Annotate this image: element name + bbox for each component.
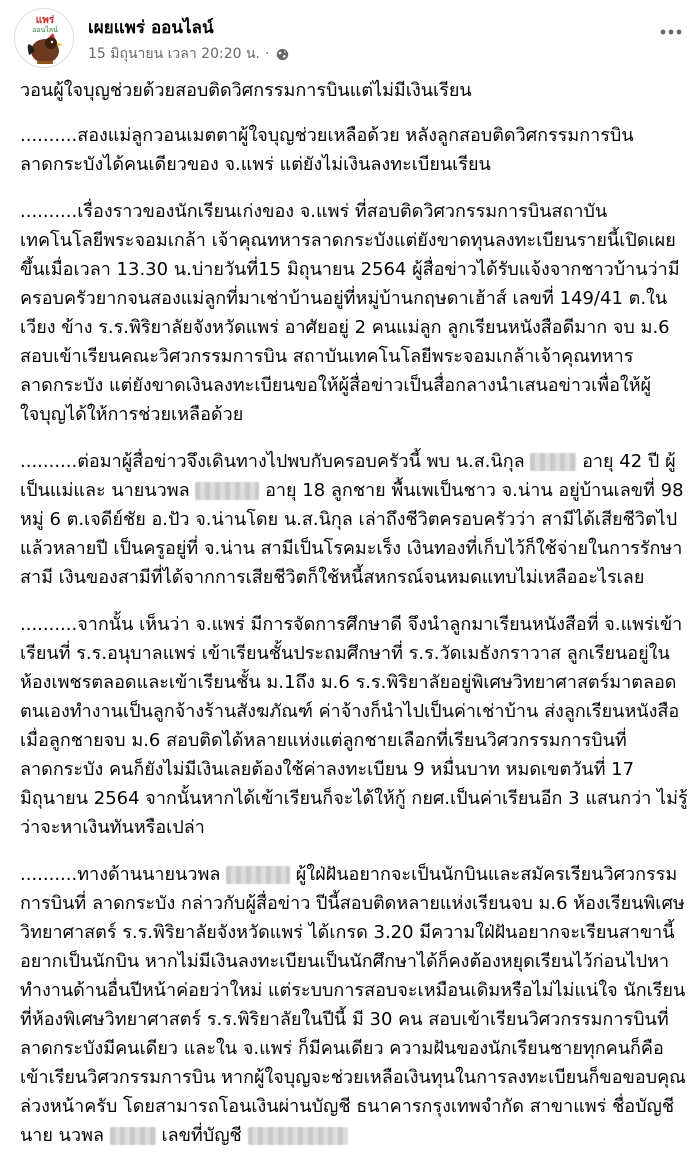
redacted-account-number xyxy=(248,1127,348,1145)
post-paragraph-intro: ..........สองแม่ลูกวอนเมตตาผู้ใจบุญช่วยเหลือด้วย หลังลูกสอบติดวิศกรรมการบิน ลาดกระบังได้คนเดียวของ จ.แพร่ แต่ยังไม่เงินลงทะเบียนเรียน xyxy=(20,125,634,175)
post-header xyxy=(14,8,690,68)
post-text-segment: ผู้ใฝ่ฝันอยากจะเป็นนักบินและสมัครเรียนวิศวกรรมการบินที่ ลาดกระบัง กล่าวกับผู้สื่อข่าว ปีนี้สอบติดหลายแห่งเรียนจบ ม.6 ห้องเรียนพิเศษวิทยาศาสตร์ ร.ร.พิริยาลัยจังหวัดแพร่ ได้เกรด 3.20 มีความใฝ่ฝันอยากจะเรียนสาขานี้ อยากเป็นนักบิน หากไม่มีเงินลงทะเบียนเป็นนักศึกษาได้ก็คงต้องหยุดเรียนไว้ก่อนไปหาทำงานด้านอื่นปีหน้าค่อยว่าใหม่ แต่ระบบการสอบจะเหมือนเดิมหรือไม่ไม่แน่ใจ นักเรียนที่ห้องพิเศษวิทยาศาสตร์ ร.ร.พิริยาลัยในปีนี้ มี 30 คน สอบเข้าเรียนวิศวกรรมการบินที่ลาดกระบังมีคนเดียว และใน จ.แพร่ ก็มีคนเดียว ความฝันของนักเรียนชายทุกคนก็คือเข้าเรียนวิศวกรรมการบิน หากผู้ใจบุญจะช่วยเหลือเงินทุนในการลงทะเบียนก็ขอขอบคุณล่วงหน้าครับ โดยสามารถโอนเงินผ่านบัญชี ธนาคารกรุงเทพจำกัด สาขาแพร่ ชื่อบัญชี นาย นวพล xyxy=(20,864,686,1146)
post-paragraph-student xyxy=(20,860,688,1150)
post-paragraph-family xyxy=(20,447,688,592)
post-text-segment: อายุ 18 ลูกชาย พื้นเพเป็นชาว จ.น่าน อยู่บ้านเลขที่ 98 หมู่ 6 ต.เจดีย์ชัย อ.ปัว จ.น่านโดย น.ส.นิกุล เล่าถึงชีวิตครอบครัวว่า สามีได้เสียชีวิตไปแล้วหลายปี เป็นครูอยู่ที่ จ.น่าน สามีเป็นโรคมะเร็ง เงินทองที่เก็บไว้ก็ใช้จ่ายในการรักษาสามี เงินของสามีที่ได้จากการเสียชีวิตก็ใช้หนี้สหกรณ์จนหมดแทบไม่เหลืออะไรเลย xyxy=(20,480,684,588)
post-headline: วอนผู้ใจบุญช่วยด้วยสอบติดวิศกรรมการบินแต่ไม่มีเงินเรียน xyxy=(20,80,472,101)
more-options-button[interactable] xyxy=(656,20,686,44)
post-text-segment: เลขที่บัญชี xyxy=(155,1125,248,1146)
post-text-segment: ..........ต่อมาผู้สื่อข่าวจึงเดินทางไปพบกับครอบครัวนี้ พบ น.ส.นิกุล xyxy=(20,451,531,472)
redacted-surname xyxy=(530,453,576,471)
page-logo-icon xyxy=(15,9,74,68)
post-text-segment: อายุ 42 ปี ผู้เป็นแม่และ นายนวพล xyxy=(20,451,676,501)
redacted-surname xyxy=(226,866,290,884)
post-timestamp[interactable]: 15 มิถุนายน เวลา 20:20 น. xyxy=(88,46,260,62)
redacted-surname xyxy=(110,1127,156,1145)
post-text-segment: ..........ทางด้านนายนวพล xyxy=(20,864,227,885)
avatar-text-bottom: ออนไลน์ xyxy=(32,26,58,34)
post-meta xyxy=(88,43,289,65)
more-icon xyxy=(660,29,682,35)
globe-icon[interactable] xyxy=(276,48,289,61)
avatar-text-top: แพร่ xyxy=(35,15,55,26)
post-paragraph-story: ..........เรื่องราวของนักเรียนเก่งของ จ.แพร่ ที่สอบติดวิศวกรรมการบินสถาบันเทคโนโลยีพระจอมเกล้า เจ้าคุณทหารลาดกระบังแต่ยังขาดทุนลงทะเบียนรายนี้เปิดเผยขึ้นเมื่อเวลา 13.30 น.บ่ายวันที่15 มิถุนายน 2564 ผู้สื่อข่าวได้รับแจ้งจากชาวบ้านว่ามีครอบครัวยากจนสองแม่ลูกที่มาเช่าบ้านอยู่ที่หมู่บ้านกฤษดาเฮ้าส์ เลขที่ 149/41 ต.ในเวียง ข้าง ร.ร.พิริยาลัยจังหวัดแพร่ อาศัยอยู่ 2 คนแม่ลูก ลูกเรียนหนังสือดีมาก จบ ม.6 สอบเข้าเรียนคณะวิศวกรรมการบิน สถาบันเทคโนโลยีพระจอมเกล้าเจ้าคุณทหารลาดกระบัง แต่ยังขาดเงินลงทะเบียนขอให้ผู้สื่อข่าวเป็นสื่อกลางนำเสนอข่าวเพื่อให้ผู้ใจบุญได้ให้การช่วยเหลือด้วย xyxy=(20,201,680,425)
post-body xyxy=(20,76,688,1168)
post-paragraph-education: ..........จากนั้น เห็นว่า จ.แพร่ มีการจัดการศึกษาดี จึงนำลูกมาเรียนหนังสือที่ จ.แพร่เข้าเรียนที่ ร.ร.อนุบาลแพร่ เข้าเรียนชั้นประถมศึกษาที่ ร.ร.วัดเมธังกราวาส ลูกเรียนอยู่ในห้องเพชรตลอดและเข้าเรียนชั้น ม.1ถึง ม.6 ร.ร.พิริยาลัยอยู่พิเศษวิทยาศาสตร์มาตลอด ตนเองทำงานเป็นลูกจ้างร้านสังฆภัณฑ์ ค่าจ้างก็นำไปเป็นค่าเช่าบ้าน ส่งลูกเรียนหนังสือ เมื่อลูกชายจบ ม.6 สอบติดได้หลายแห่งแต่ลูกชายเลือกที่เรียนวิศวกรรมการบินที่ลาดกระบัง คนก็ยังไม่มีเงินเลยต้องใช้ค่าลงทะเบียน 9 หมื่นบาท หมดเขตวันที่ 17 มิถุนายน 2564 จากนั้นหากได้เข้าเรียนก็จะได้ให้กู้ กยศ.เป็นค่าเรียนอีก 3 แสนกว่า ไม่รู้ว่าจะหาเงินทันหรือเปล่า xyxy=(20,614,688,838)
redacted-surname xyxy=(195,482,259,500)
page-name[interactable]: เผยแพร่ ออนไลน์ xyxy=(88,18,214,38)
meta-separator: · xyxy=(264,46,270,62)
page-avatar[interactable] xyxy=(14,8,74,68)
